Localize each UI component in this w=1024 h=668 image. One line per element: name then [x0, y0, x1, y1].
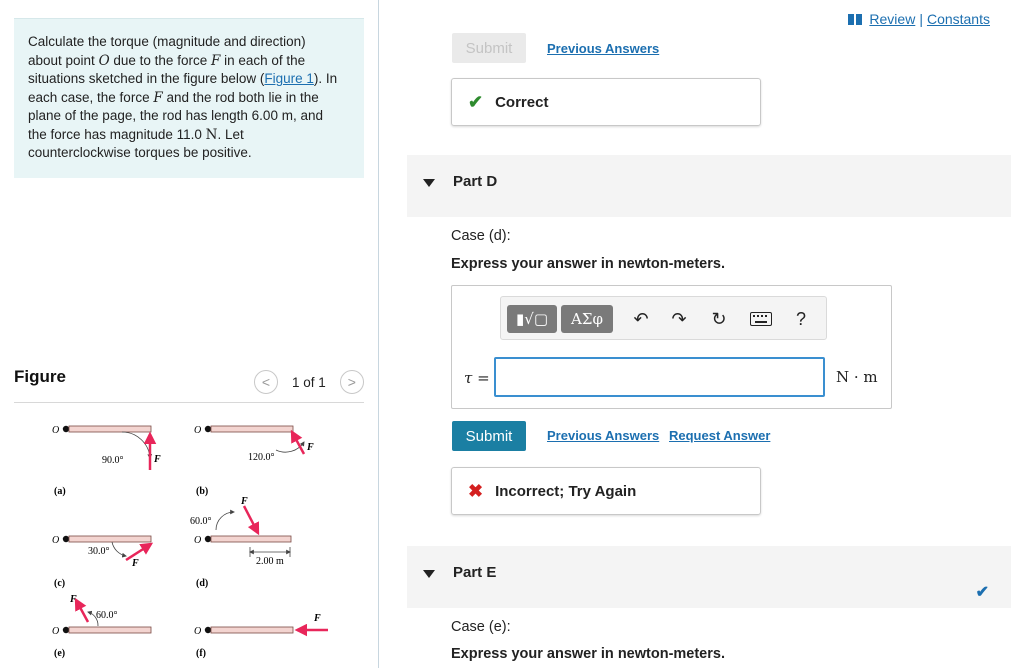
greek-symbols-button[interactable]: ΑΣφ	[561, 305, 613, 333]
rod	[69, 426, 151, 432]
force-label: F	[70, 594, 77, 605]
angle-label: 60.0°	[96, 610, 118, 621]
case-label: (e)	[54, 648, 66, 659]
previous-answers-link[interactable]: Previous Answers	[547, 428, 660, 443]
case-label: (a)	[54, 486, 66, 497]
review-link[interactable]: Review	[869, 11, 916, 27]
point-label: O	[52, 626, 60, 637]
case-d	[190, 496, 291, 589]
part-title: Part D	[453, 173, 498, 190]
part-title: Part E	[453, 564, 497, 581]
force-label: F	[154, 454, 161, 465]
problem-text: due to the force	[109, 52, 211, 68]
keyboard-icon[interactable]	[749, 307, 773, 331]
point-label: O	[52, 535, 60, 546]
header-links	[848, 11, 990, 27]
case-label: Case (d):	[451, 228, 511, 244]
submit-button[interactable]: Submit	[452, 421, 526, 451]
force-label: F	[314, 613, 321, 624]
figure-link[interactable]: Figure 1	[264, 71, 314, 86]
case-label: Case (e):	[451, 619, 511, 635]
feedback-text: Incorrect; Try Again	[495, 482, 637, 500]
angle-label: 90.0°	[102, 455, 124, 466]
problem-text: plane of the page, the rod has length 6.00 m, and	[28, 108, 323, 123]
pivot	[63, 627, 69, 633]
submit-button-disabled[interactable]: Submit	[452, 33, 526, 63]
case-label: (c)	[54, 578, 66, 589]
problem-text: situations sketched in the figure below (	[28, 71, 265, 86]
angle-label: 60.0°	[190, 516, 212, 527]
unit-label: N · m	[836, 368, 878, 386]
problem-text: and the rod both lie in the	[162, 89, 319, 105]
angle-arc	[216, 512, 234, 530]
point-symbol: O	[98, 52, 110, 69]
instruction-text: Express your answer in newton-meters.	[451, 646, 725, 662]
case-label: (b)	[196, 486, 209, 497]
force-label: F	[241, 496, 248, 507]
feedback-text: Correct	[495, 93, 549, 111]
feedback-incorrect	[451, 467, 761, 515]
case-a	[52, 425, 161, 497]
problem-text: the force has magnitude 11.0	[28, 126, 206, 142]
prev-figure-button[interactable]: <	[254, 370, 278, 394]
problem-text: in each of the	[220, 52, 306, 68]
math-toolbar	[500, 296, 827, 340]
answer-input[interactable]	[494, 357, 825, 397]
pivot	[63, 426, 69, 432]
rod	[69, 536, 151, 542]
problem-text: counterclockwise torques be positive.	[28, 145, 252, 160]
case-b	[194, 425, 314, 497]
right-panel	[379, 0, 1024, 668]
figure-pager	[254, 370, 364, 394]
undo-icon[interactable]: ↶	[633, 308, 649, 329]
pivot	[63, 536, 69, 542]
collapse-triangle-icon[interactable]	[423, 179, 435, 187]
templates-button[interactable]: ▮√▢	[507, 305, 557, 333]
case-c	[52, 535, 151, 589]
problem-text: each case, the force	[28, 89, 154, 105]
rod	[211, 627, 293, 633]
figure-title: Figure	[14, 367, 66, 386]
angle-arc	[122, 432, 150, 458]
pager-text: 1 of 1	[292, 374, 326, 390]
point-label: O	[194, 425, 202, 436]
force-label: F	[132, 558, 139, 569]
distance-label: 2.00 m	[256, 556, 284, 567]
force-label: F	[307, 442, 314, 453]
point-label: O	[194, 626, 202, 637]
variable-label: τ =	[464, 369, 490, 387]
case-f	[194, 613, 328, 659]
feedback-correct	[451, 78, 761, 126]
problem-text: about point	[28, 52, 99, 68]
left-panel	[0, 0, 379, 668]
unit-symbol: N	[205, 126, 218, 143]
force-arrow	[244, 506, 258, 533]
instruction-text: Express your answer in newton-meters.	[451, 256, 725, 272]
part-d-header[interactable]	[407, 155, 1011, 217]
angle-label: 120.0°	[248, 452, 275, 463]
pivot	[205, 627, 211, 633]
torque-figure	[14, 404, 364, 666]
collapse-triangle-icon[interactable]	[423, 570, 435, 578]
redo-icon[interactable]: ↷	[671, 308, 687, 329]
rod	[211, 536, 291, 542]
constants-link[interactable]: Constants	[926, 11, 990, 27]
answer-box	[451, 285, 892, 409]
check-icon: ✔	[468, 91, 484, 112]
link-separator: |	[919, 11, 923, 27]
rod	[69, 627, 151, 633]
request-answer-link[interactable]: Request Answer	[669, 428, 771, 443]
part-e-header[interactable]	[407, 546, 1011, 608]
rod	[211, 426, 293, 432]
force-arrow	[76, 600, 88, 622]
close-icon: ✖	[468, 480, 484, 501]
check-icon: ✔	[975, 584, 989, 601]
case-label: (d)	[196, 578, 209, 589]
force-symbol: F	[210, 52, 221, 69]
previous-answers-link[interactable]: Previous Answers	[547, 41, 660, 56]
problem-text: ). In	[313, 71, 338, 86]
pivot	[205, 536, 211, 542]
force-symbol: F	[153, 89, 163, 106]
problem-statement	[14, 18, 364, 178]
point-label: O	[52, 425, 60, 436]
help-icon[interactable]: ?	[795, 308, 806, 329]
case-e	[52, 594, 151, 659]
angle-label: 30.0°	[88, 546, 110, 557]
pivot	[205, 426, 211, 432]
problem-text: . Let	[217, 126, 244, 142]
reset-icon[interactable]: ↻	[711, 308, 727, 329]
point-label: O	[194, 535, 202, 546]
case-label: (f)	[196, 648, 206, 659]
divider	[14, 402, 364, 403]
problem-text: Calculate the torque (magnitude and direction)	[28, 34, 306, 49]
next-figure-button[interactable]: >	[340, 370, 364, 394]
book-icon	[848, 14, 862, 25]
angle-arc	[112, 542, 126, 556]
